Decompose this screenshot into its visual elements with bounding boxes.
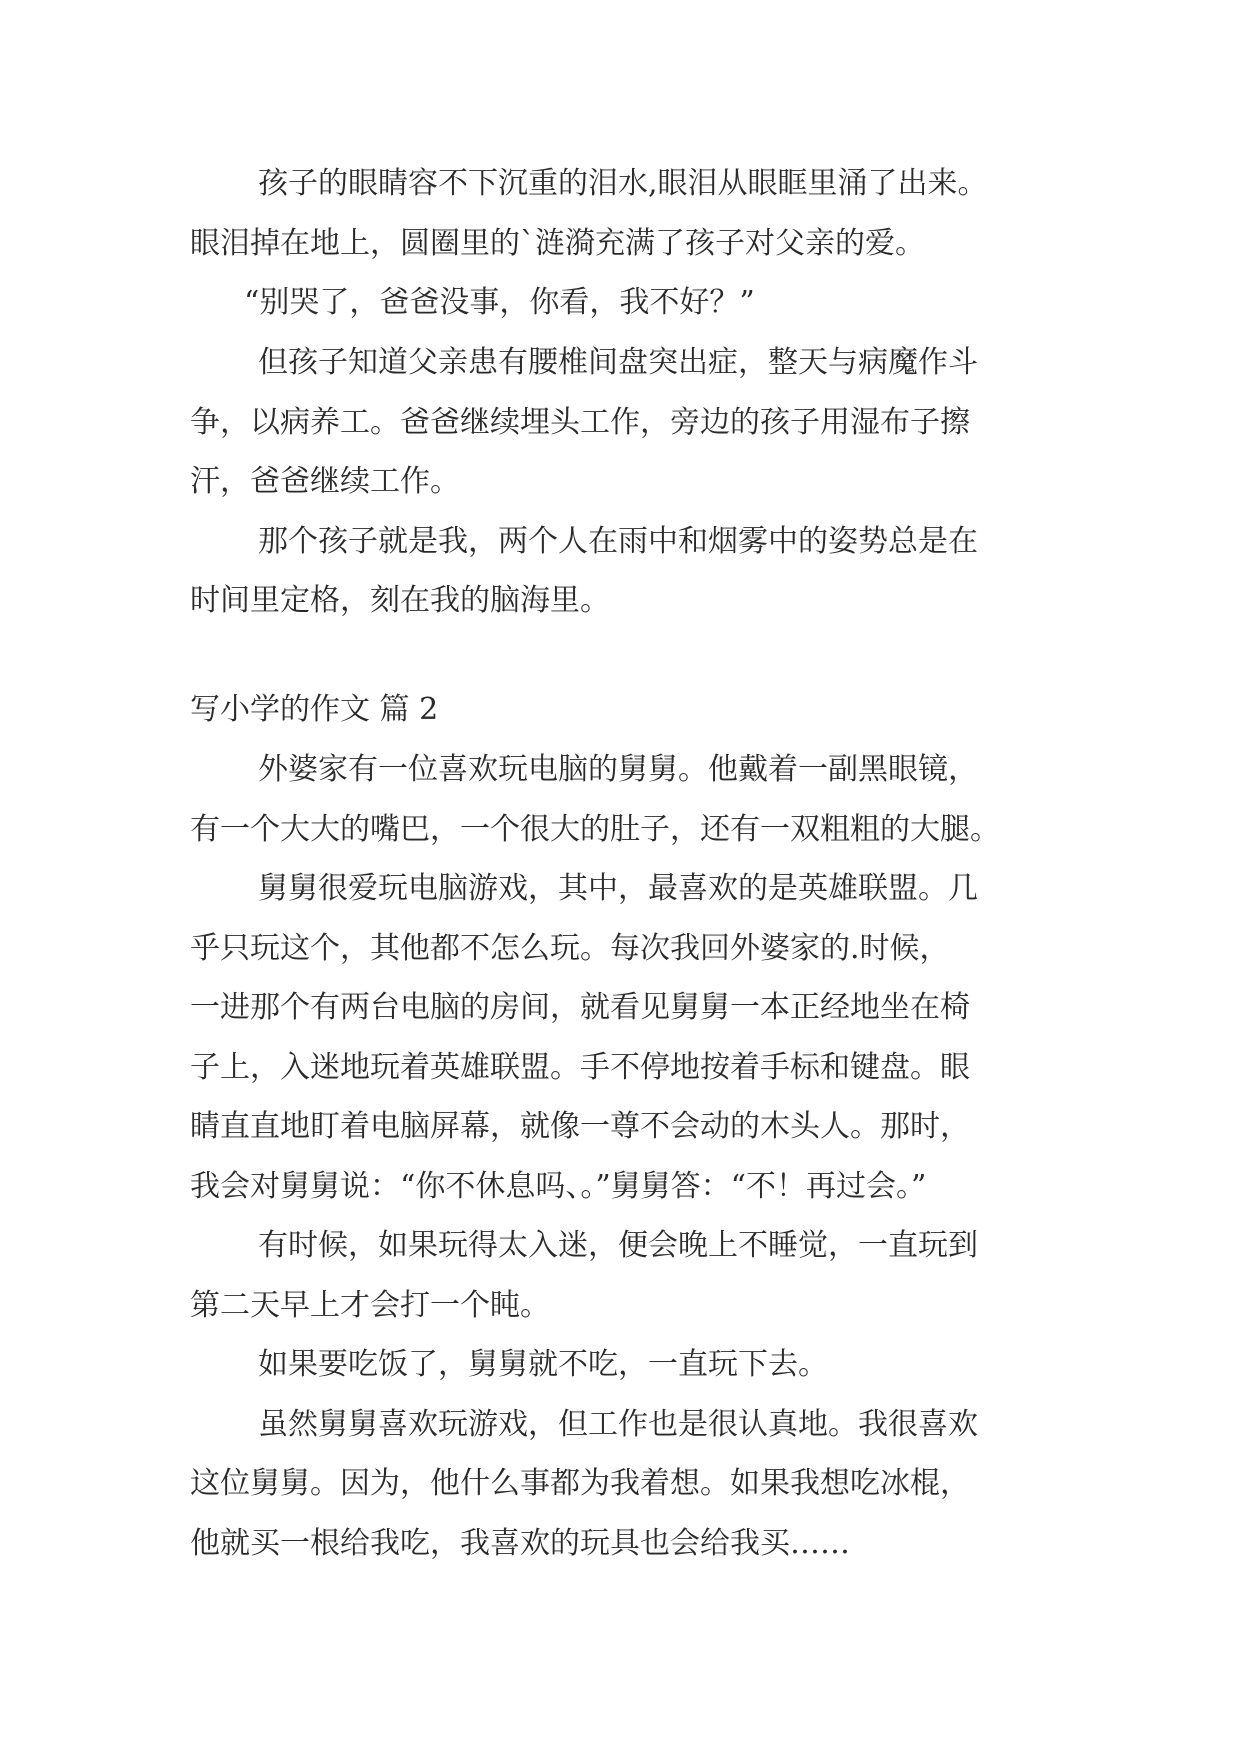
- paragraph-line: 汗，爸爸继续工作。: [190, 464, 460, 499]
- paragraph-line: 他就买一根给我吃，我喜欢的玩具也会给我买……: [190, 1526, 850, 1561]
- paragraph-line: 但孩子知道父亲患有腰椎间盘突出症，整天与病魔作斗: [258, 345, 978, 380]
- paragraph-line: 这位舅舅。因为，他什么事都为我着想。如果我想吃冰棍，: [190, 1466, 970, 1501]
- paragraph-line: 有时候，如果玩得太入迷，便会晚上不睡觉，一直玩到: [258, 1228, 978, 1263]
- paragraph-line: 如果要吃饭了，舅舅就不吃，一直玩下去。: [258, 1347, 828, 1382]
- paragraph-line: 我会对舅舅说：“你不休息吗、。”舅舅答：“不！再过会。”: [190, 1169, 927, 1204]
- paragraph-line: 时间里定格，刻在我的脑海里。: [190, 583, 610, 618]
- paragraph-line: 睛直直地盯着电脑屏幕，就像一尊不会动的木头人。那时，: [190, 1109, 970, 1144]
- paragraph-line: 舅舅很爱玩电脑游戏，其中，最喜欢的是英雄联盟。几: [258, 871, 978, 906]
- paragraph-line: 孩子的眼睛容不下沉重的泪水,眼泪从眼眶里涌了出来。: [258, 166, 988, 201]
- paragraph-line: 外婆家有一位喜欢玩电脑的舅舅。他戴着一副黑眼镜，: [258, 752, 978, 787]
- paragraph-line: “别哭了，爸爸没事，你看，我不好？”: [244, 285, 755, 320]
- paragraph-line: 乎只玩这个，其他都不怎么玩。每次我回外婆家的.时候，: [190, 931, 950, 966]
- paragraph-line: 争，以病养工。爸爸继续埋头工作，旁边的孩子用湿布子擦: [190, 405, 970, 440]
- paragraph-line: 有一个大大的嘴巴，一个很大的肚子，还有一双粗粗的大腿。: [190, 812, 1000, 847]
- paragraph-line: 一进那个有两台电脑的房间，就看见舅舅一本正经地坐在椅: [190, 990, 970, 1025]
- paragraph-line: 第二天早上才会打一个盹。: [190, 1288, 550, 1323]
- paragraph-line: 眼泪掉在地上，圆圈里的`涟漪充满了孩子对父亲的爱。: [190, 226, 925, 261]
- paragraph-line: 那个孩子就是我，两个人在雨中和烟雾中的姿势总是在: [258, 524, 978, 559]
- paragraph-line: 虽然舅舅喜欢玩游戏，但工作也是很认真地。我很喜欢: [258, 1407, 978, 1442]
- paragraph-line: 子上，入迷地玩着英雄联盟。手不停地按着手标和键盘。眼: [190, 1050, 970, 1085]
- section-heading: 写小学的作文 篇 2: [190, 692, 439, 727]
